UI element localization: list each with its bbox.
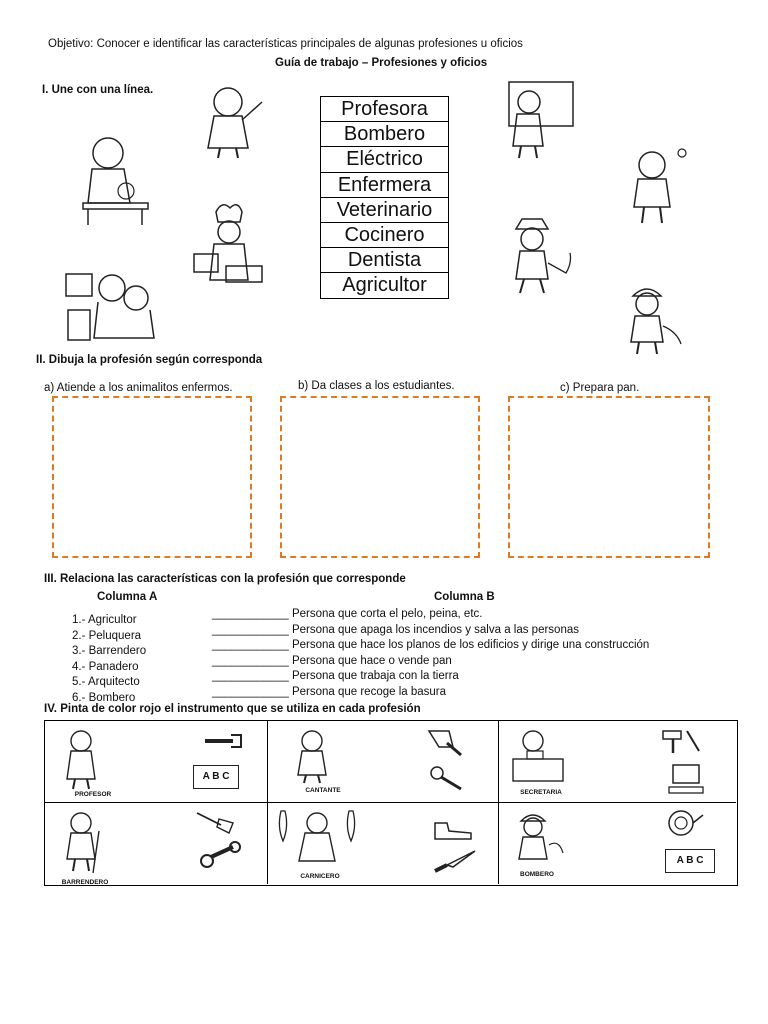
list-item: 6.- Bombero [72,691,136,704]
list-item[interactable]: ____________ Persona que apaga los incendios y salva a las personas [212,623,579,636]
barrendero-figure [59,811,111,875]
axe-icon[interactable] [425,727,465,757]
word-profesora: Profesora [321,97,448,122]
list-item[interactable]: ____________ Persona que hace o vende pan [212,654,452,667]
draw-prompt-b: b) Da clases a los estudiantes. [298,380,455,392]
caption-cantante: CANTANTE [305,787,341,794]
word-bombero: Bombero [321,122,448,147]
spanner-icon[interactable] [199,841,243,871]
column-a-title: Columna A [97,591,158,603]
caption-bombero: BOMBERO [520,871,554,878]
drawing-box-b[interactable] [280,396,480,558]
profesor-figure [59,727,109,791]
caption-barrendero: BARRENDERO [61,879,109,886]
chalkboard-icon[interactable]: A B C [665,849,715,873]
draw-prompt-a: a) Atiende a los animalitos enfermos. [44,382,233,394]
draw-prompt-c: c) Prepara pan. [560,382,640,394]
chalkboard-icon[interactable]: A B C [193,765,239,789]
list-item[interactable]: ____________ Persona que corta el pelo, peina, etc. [212,608,483,620]
boot-icon[interactable] [431,817,475,841]
chef-illustration [192,200,267,288]
word-dentista: Dentista [321,248,448,273]
hose-reel-icon[interactable] [661,807,705,839]
section-2-heading: II. Dibuja la profesión según corresponda [36,354,263,366]
column-b-title: Columna B [434,591,495,603]
dentist-illustration [64,268,159,350]
caption-carnicero: CARNICERO [300,873,340,880]
word-agricultor: Agricultor [342,274,427,297]
list-item: 1.- Agricultor [72,614,137,626]
section-1-heading: I. Une con una línea. [42,84,154,96]
page-title: Guía de trabajo – Profesiones y oficios [275,57,488,69]
list-item[interactable]: ____________ Persona que trabaja con la tierra [212,670,459,682]
cantante-figure [290,727,340,785]
word-veterinario: Veterinario [321,198,448,223]
profession-word-list [320,96,449,299]
computer-icon[interactable] [667,763,707,795]
drawing-box-a[interactable] [52,396,252,558]
list-item: 4.- Panadero [72,660,139,673]
instrument-grid [44,720,738,886]
list-item: 2.- Peluquera [72,629,142,642]
drawing-box-c[interactable] [508,396,710,558]
broom-icon[interactable] [195,809,235,833]
word-cocinero: Cocinero [321,223,448,248]
list-item[interactable]: ____________ Persona que recoge la basura [212,685,447,698]
list-item: 3.- Barrendero [72,645,147,657]
secretaria-figure [509,729,569,787]
caption-profesor: PROFESOR [74,791,112,798]
wrench-icon[interactable] [201,731,245,751]
nurse-illustration [190,80,270,160]
knife-icon[interactable] [433,849,479,875]
column-b-list [212,607,649,700]
section-4-heading: IV. Pinta de color rojo el instrumento que se utiliza en cada profesión [44,703,421,715]
list-item: 5.- Arquitecto [72,676,140,688]
word-electrico: Eléctrico [321,147,448,172]
farmer-illustration [500,213,580,295]
veterinarian-illustration [78,133,153,228]
section-3-heading: III. Relaciona las características con la profesión que corresponde [44,573,406,585]
column-a-list [72,613,146,706]
bombero-figure [509,809,569,871]
objective-text: Objetivo: Conocer e identificar las características principales de algunas profesiones u oficios [48,38,523,50]
firefighter-illustration [615,282,690,357]
carnicero-figure [275,807,365,871]
microphone-icon[interactable] [427,765,467,791]
list-item[interactable]: ____________ Persona que hace los planos de los edificios y dirige una construcción [212,639,650,651]
teacher-illustration [495,80,577,160]
caption-secretaria: SECRETARIA [520,789,562,796]
hammer-icon[interactable] [659,727,703,753]
electrician-illustration [620,145,690,227]
word-enfermera: Enfermera [321,173,448,198]
